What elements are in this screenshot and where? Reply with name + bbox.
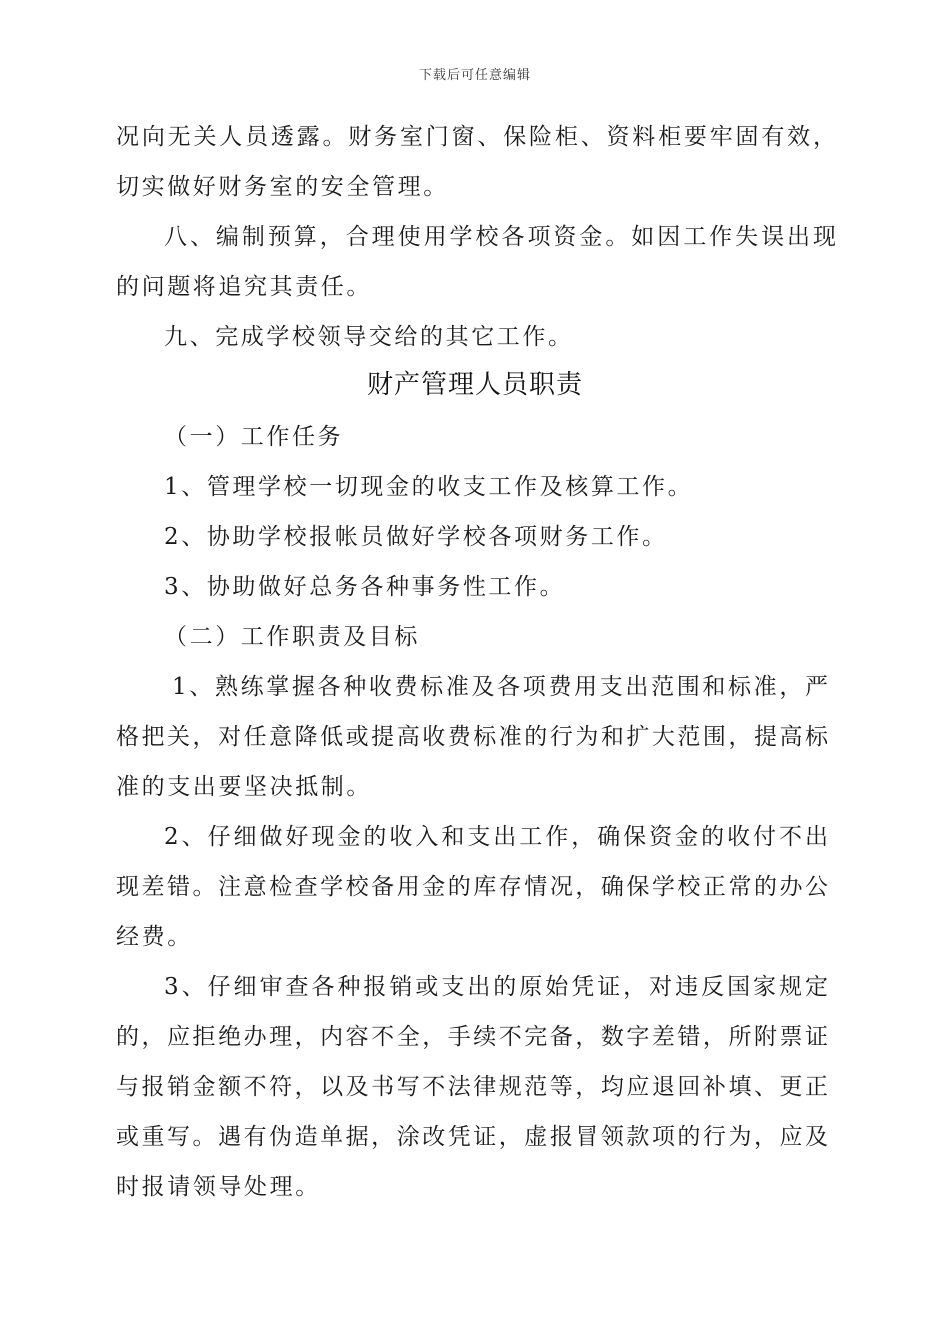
paragraph-line: 八、编制预算，合理使用学校各项资金。如因工作失误出现 — [164, 224, 836, 250]
section-title: 财产管理人员职责 — [366, 370, 583, 400]
subheading: （一）工作任务 — [164, 424, 344, 450]
list-item: 1、管理学校一切现金的收支工作及核算工作。 — [164, 474, 694, 500]
paragraph-line: 准的支出要坚决抵制。 — [116, 774, 372, 800]
paragraph-line: 3、仔细审查各种报销或支出的原始凭证，对违反国家规定 — [164, 974, 828, 1000]
paragraph-line: 与报销金额不符，以及书写不法律规范等，均应退回补填、更正 — [116, 1074, 828, 1100]
paragraph-line: 格把关，对任意降低或提高收费标准的行为和扩大范围，提高标 — [116, 724, 828, 750]
paragraph-line: 现差错。注意检查学校备用金的库存情况，确保学校正常的办公 — [116, 874, 828, 900]
list-item: 3、协助做好总务各种事务性工作。 — [164, 574, 566, 600]
paragraph-line: 时报请领导处理。 — [116, 1174, 321, 1200]
header-note: 下载后可任意编辑 — [418, 68, 531, 83]
paragraph-line: 的问题将追究其责任。 — [116, 274, 372, 300]
paragraph-line: 或重写。遇有伪造单据，涂改凭证，虚报冒领款项的行为，应及 — [116, 1124, 828, 1150]
paragraph-line: 1、熟练掌握各种收费标准及各项费用支出范围和标准，严 — [172, 674, 828, 700]
paragraph-line: 的，应拒绝办理，内容不全，手续不完备，数字差错，所附票证 — [116, 1024, 828, 1050]
paragraph-line: 九、完成学校领导交给的其它工作。 — [164, 324, 574, 350]
paragraph-line: 切实做好财务室的安全管理。 — [116, 174, 449, 200]
subheading: （二）工作职责及目标 — [164, 624, 420, 650]
paragraph-line: 况向无关人员透露。财务室门窗、保险柜、资料柜要牢固有效， — [116, 124, 836, 150]
paragraph-line: 经费。 — [116, 924, 193, 950]
list-item: 2、协助学校报帐员做好学校各项财务工作。 — [164, 524, 668, 550]
paragraph-line: 2、仔细做好现金的收入和支出工作，确保资金的收付不出 — [164, 824, 828, 850]
